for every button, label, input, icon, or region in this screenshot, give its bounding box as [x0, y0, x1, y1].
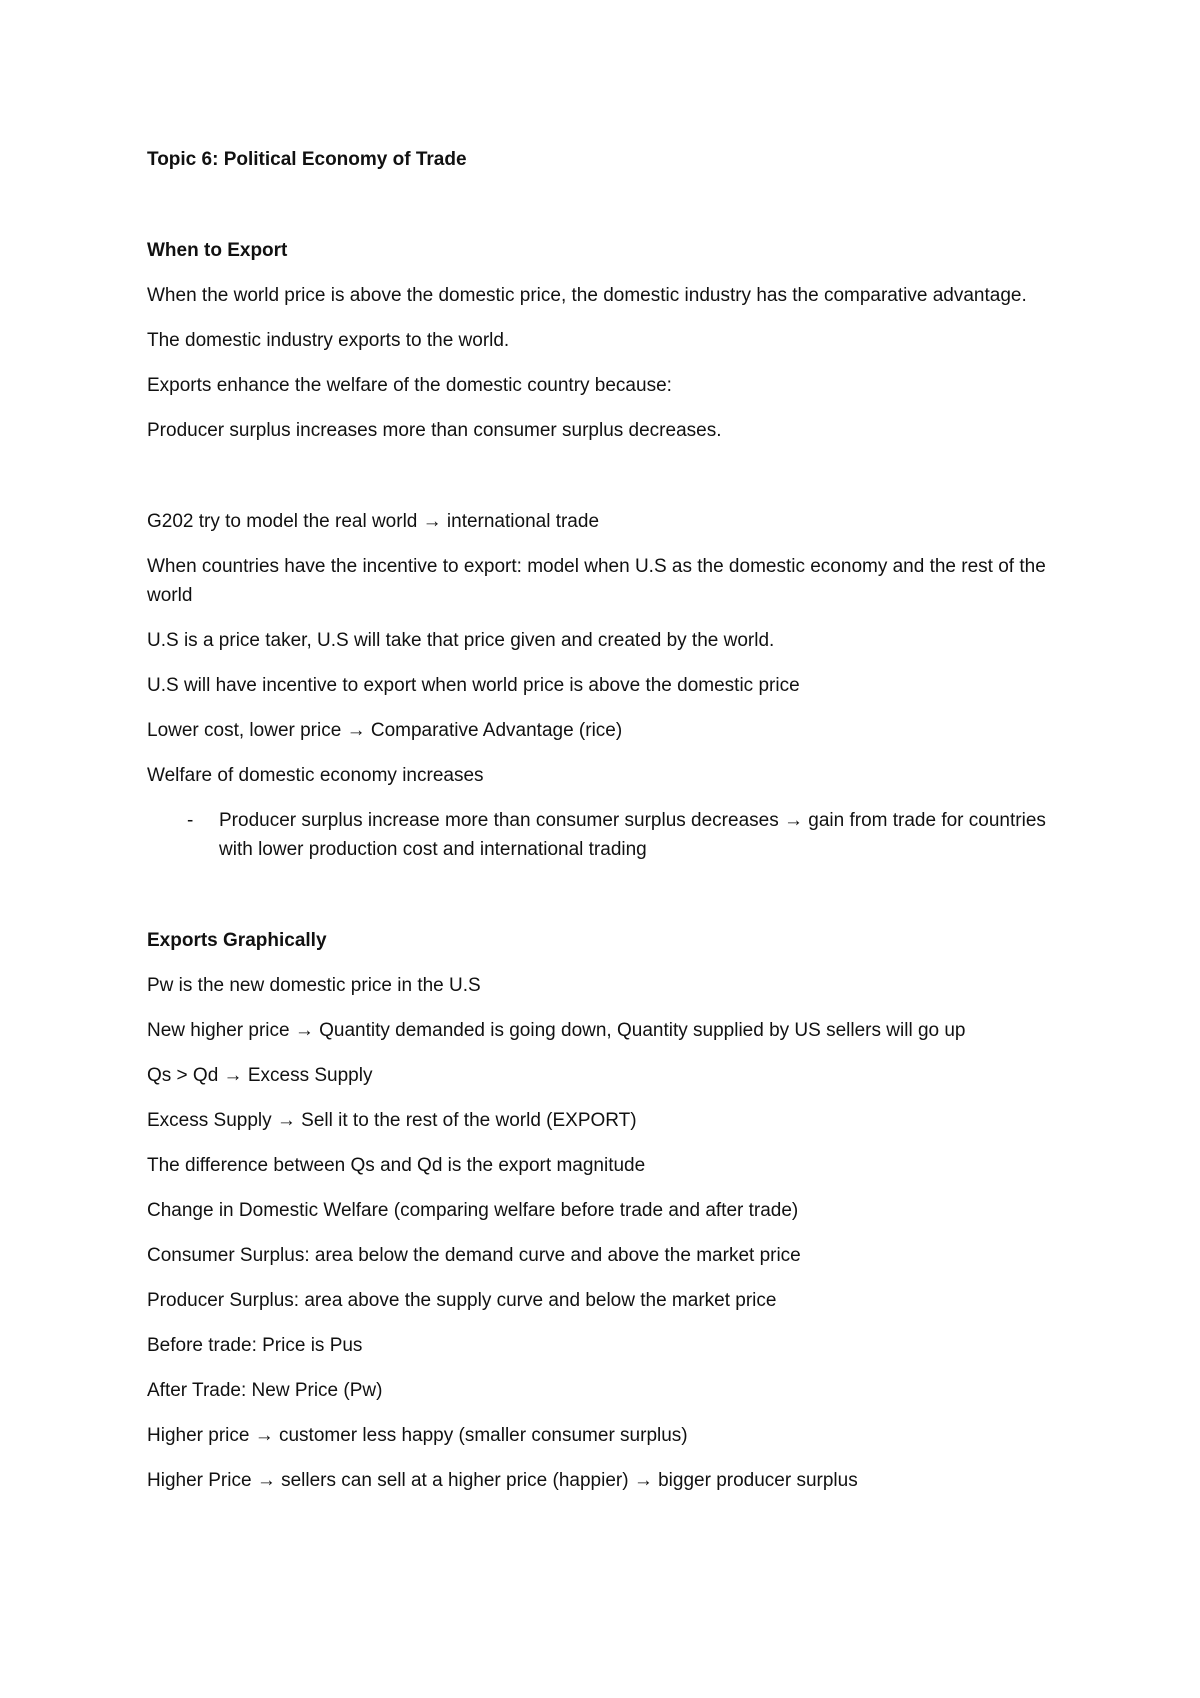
- paragraph: Welfare of domestic economy increases: [147, 765, 484, 786]
- paragraph: When countries have the incentive to export: model when U.S as the domestic economy and the rest of the world: [147, 556, 1046, 606]
- document-body: [147, 145, 1047, 1511]
- paragraph: Higher Price → sellers can sell at a higher price (happier) → bigger producer surplus: [147, 1470, 858, 1491]
- bullet-text: Producer surplus increase more than consumer surplus decreases → gain from trade for countries with lower production cost and international trading: [219, 810, 1046, 860]
- bullet-item: [147, 806, 1047, 864]
- paragraph: Higher price → customer less happy (smaller consumer surplus): [147, 1425, 688, 1446]
- paragraph: Producer surplus increases more than consumer surplus decreases.: [147, 420, 722, 441]
- paragraph: U.S is a price taker, U.S will take that price given and created by the world.: [147, 630, 775, 651]
- paragraph: Lower cost, lower price → Comparative Advantage (rice): [147, 720, 623, 741]
- bullet-marker: -: [187, 810, 194, 831]
- paragraph: G202 try to model the real world → international trade: [147, 511, 600, 532]
- paragraph: Consumer Surplus: area below the demand curve and above the market price: [147, 1245, 801, 1266]
- paragraph: Change in Domestic Welfare (comparing welfare before trade and after trade): [147, 1200, 799, 1221]
- paragraph: When the world price is above the domestic price, the domestic industry has the comparative advantage.: [147, 285, 1027, 306]
- paragraph: Excess Supply → Sell it to the rest of the world (EXPORT): [147, 1110, 637, 1131]
- section-heading-when-to-export: When to Export: [147, 240, 288, 261]
- paragraph: The difference between Qs and Qd is the export magnitude: [147, 1155, 646, 1176]
- section-heading-exports-graphically: Exports Graphically: [147, 930, 327, 951]
- paragraph: Exports enhance the welfare of the domestic country because:: [147, 375, 672, 396]
- page-title: Topic 6: Political Economy of Trade: [147, 149, 467, 170]
- paragraph: Before trade: Price is Pus: [147, 1335, 363, 1356]
- paragraph: The domestic industry exports to the world.: [147, 330, 510, 351]
- paragraph: Qs > Qd → Excess Supply: [147, 1065, 373, 1086]
- paragraph: After Trade: New Price (Pw): [147, 1380, 383, 1401]
- blank-line: [147, 461, 1047, 507]
- blank-line: [147, 880, 1047, 926]
- paragraph: Producer Surplus: area above the supply curve and below the market price: [147, 1290, 777, 1311]
- paragraph: New higher price → Quantity demanded is going down, Quantity supplied by US sellers will go up: [147, 1020, 966, 1041]
- paragraph: Pw is the new domestic price in the U.S: [147, 975, 481, 996]
- paragraph: U.S will have incentive to export when world price is above the domestic price: [147, 675, 800, 696]
